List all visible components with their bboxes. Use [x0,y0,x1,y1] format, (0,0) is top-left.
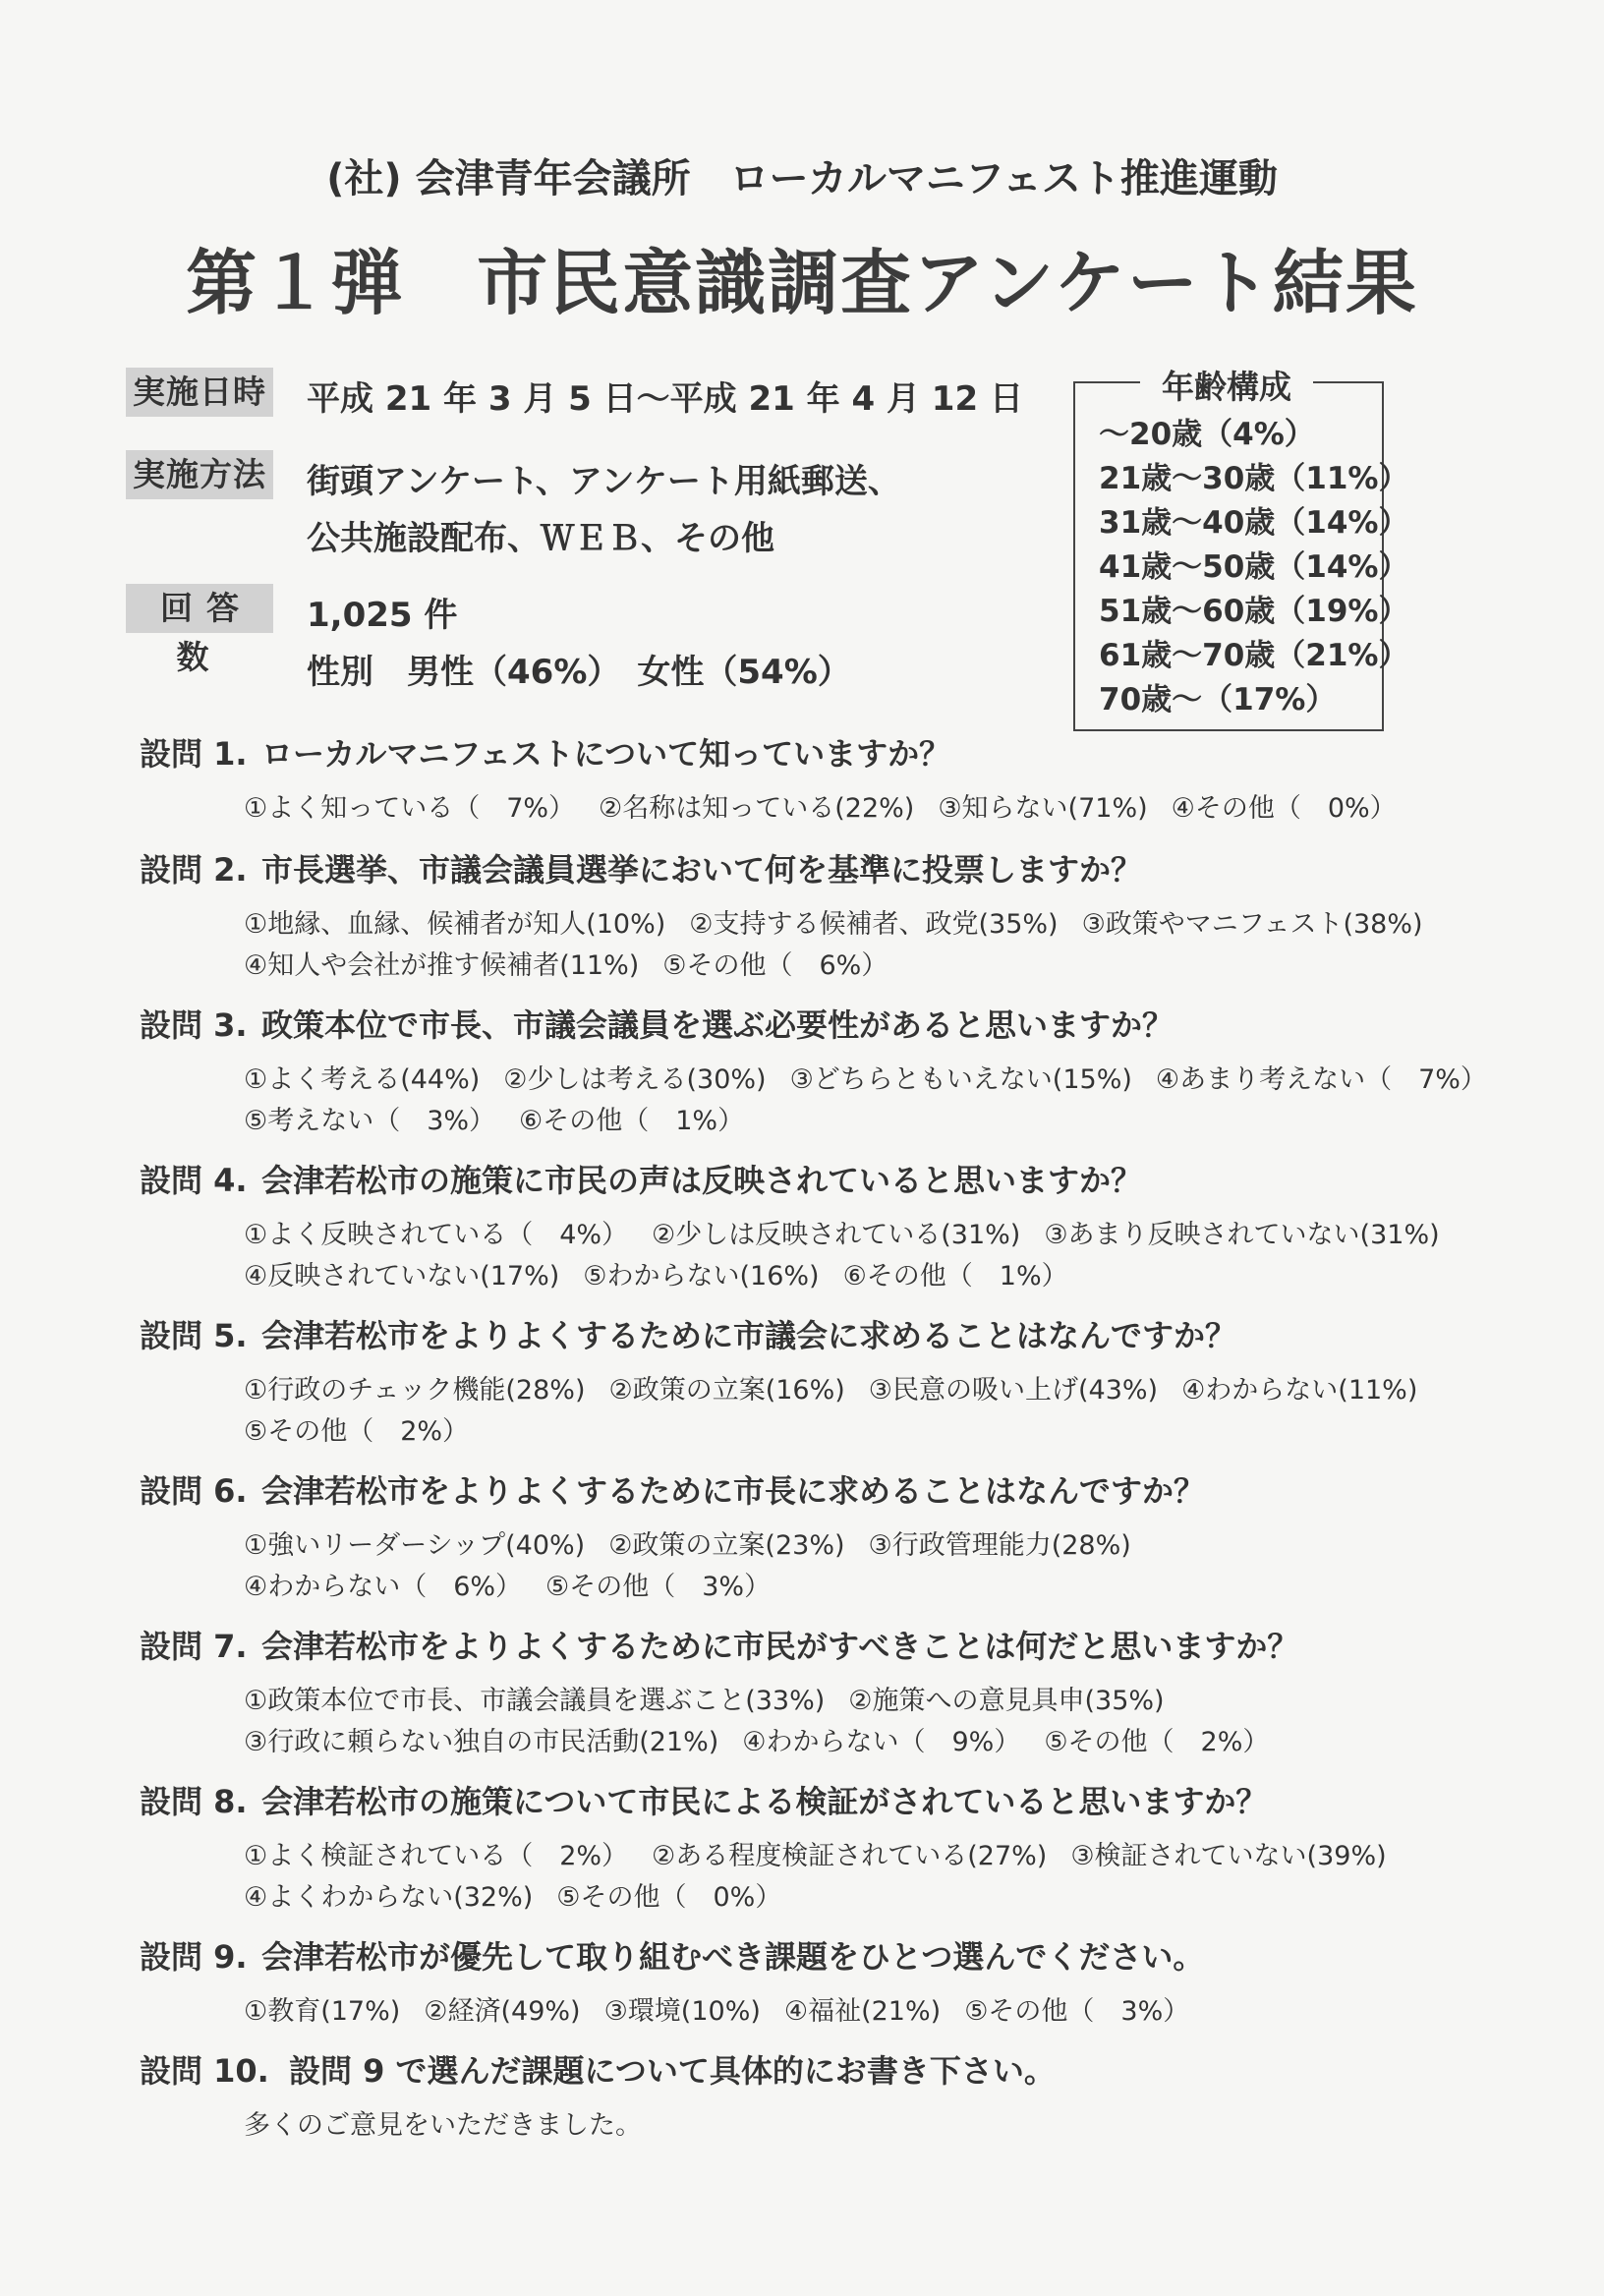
answer-row [244,1254,1092,1292]
answer-option: ③行政に頼らない独自の市民活動(21%) [244,1727,719,1757]
answer-option: ②経済(49%) [424,1996,581,2027]
answer-option: ③行政管理能力(28%) [868,1530,1131,1561]
answer-option: ②名称は知っている(22%) [599,793,915,824]
question-text: 設問 9 で選んだ課題について具体的にお書き下さい。 [289,2052,1056,2090]
answer-option: ③知らない(71%) [938,793,1148,824]
question-number: 設問 4. [140,1162,248,1199]
question-text: 市長選挙、市議会議員選挙において何を基準に投票しますか？ [261,851,1143,889]
age-item: 21歳～30歳（11%） [1099,461,1409,496]
answer-option: ②政策の立案(23%) [608,1530,845,1561]
question-4 [140,1156,1142,1201]
answer-option: ①行政のチェック機能(28%) [244,1375,586,1406]
question-number: 設問 6. [140,1472,248,1510]
date-label: 実施日時 [126,368,273,417]
date-value: 平成 21 年 3 月 5 日～平成 21 年 4 月 12 日 [307,379,1023,419]
answer-row [244,1834,1410,1872]
answer-row [244,786,1420,825]
question-5 [140,1311,1236,1356]
answer-option: ⑤その他（ 6%） [662,950,888,981]
answer-note: 多くのご意見をいただきました。 [244,2110,642,2141]
answer-row [244,1875,805,1914]
question-2 [140,845,1142,890]
answer-row [244,902,1447,941]
age-composition-title: 年齢構成 [1140,362,1313,408]
answer-option: ②少しは考える(30%) [503,1064,767,1095]
page-title: 第１弾 市民意識調査アンケート結果 [186,242,1418,324]
answer-option: ①よく反映されている（ 4%） [244,1220,629,1250]
answer-option: ③あまり反映されていない(31%) [1044,1220,1440,1250]
question-text: 会津若松市の施策に市民の声は反映されていると思いますか？ [261,1162,1143,1199]
answer-row [244,1679,1188,1717]
question-7 [140,1622,1298,1667]
question-number: 設問 3. [140,1006,248,1044]
answer-option: ②ある程度検証されている(27%) [652,1841,1048,1871]
question-8 [140,1777,1267,1822]
age-item: ～20歳（4%） [1099,417,1315,452]
answer-option: ④福祉(21%) [783,1996,942,2027]
answer-row [244,944,911,982]
question-3 [140,1001,1174,1046]
question-number: 設問 1. [140,735,248,773]
answer-option: ⑥その他（ 1%） [842,1261,1068,1292]
count-value: 1,025 件 [307,596,458,635]
gender-breakdown: 性別 男性（46%） 女性（54%） [307,653,851,692]
answer-option: ⑤その他（ 3%） [964,1996,1190,2027]
answer-option: ①地縁、血縁、候補者が知人(10%) [244,909,666,940]
method-line-2: 公共施設配布、ＷＥＢ、その他 [307,519,774,558]
answer-option: ①よく知っている（ 7%） [244,793,576,824]
answer-option: ④あまり考えない（ 7%） [1155,1064,1487,1095]
answer-row [244,1989,1213,2028]
question-text: 会津若松市をよりよくするために市議会に求めることはなんですか？ [261,1317,1237,1354]
answer-option: ③どちらともいえない(15%) [789,1064,1132,1095]
answer-row [244,1213,1463,1251]
answer-option: ⑥その他（ 1%） [519,1106,745,1136]
answer-option: ⑤考えない（ 3%） [244,1106,496,1136]
answer-row [244,1058,1511,1096]
answer-option: ③環境(10%) [603,1996,761,2027]
question-text: 会津若松市をよりよくするために市民がすべきことは何だと思いますか？ [261,1628,1299,1665]
age-item: 51歳～60歳（19%） [1099,594,1409,629]
answer-option: ④知人や会社が推す候補者(11%) [244,950,640,981]
age-item: 61歳～70歳（21%） [1099,638,1409,673]
answer-row [244,1720,1292,1758]
answer-option: ⑤その他（ 2%） [244,1416,470,1447]
question-9 [140,1932,1204,1978]
question-text: 会津若松市の施策について市民による検証がされていると思いますか？ [261,1783,1268,1820]
question-text: ローカルマニフェストについて知っていますか？ [261,735,951,773]
answer-option: ①教育(17%) [244,1996,401,2027]
question-1 [140,729,950,775]
answer-option: ⑤その他（ 3%） [545,1572,772,1602]
question-number: 設問 5. [140,1317,248,1354]
answer-option: ③検証されていない(39%) [1070,1841,1387,1871]
answer-option: ①強いリーダーシップ(40%) [244,1530,586,1561]
question-text: 会津若松市をよりよくするために市長に求めることはなんですか？ [261,1472,1206,1510]
answer-row [244,2103,665,2142]
answer-option: ②少しは反映されている(31%) [652,1220,1021,1250]
question-number: 設問 7. [140,1628,248,1665]
answer-option: ⑤その他（ 2%） [1044,1727,1270,1757]
answer-row [244,1409,492,1448]
question-number: 設問 9. [140,1938,248,1976]
question-6 [140,1466,1205,1512]
count-label: 回答数 [126,584,273,633]
answer-option: ④わからない（ 9%） [742,1727,1021,1757]
age-item: 31歳～40歳（14%） [1099,505,1409,541]
answer-option: ③政策やマニフェスト(38%) [1081,909,1423,940]
age-item: 41歳～50歳（14%） [1099,549,1409,585]
answer-option: ⑤その他（ 0%） [556,1882,782,1913]
answer-option: ②施策への意見具申(35%) [848,1686,1165,1716]
answer-option: ④わからない(11%) [1181,1375,1418,1406]
answer-option: ⑤わからない(16%) [583,1261,820,1292]
organizer-subtitle: (社) 会津青年会議所 ローカルマニフェスト推進運動 [326,156,1278,201]
answer-option: ①よく検証されている（ 2%） [244,1841,629,1871]
answer-option: ④その他（ 0%） [1171,793,1397,824]
question-number: 設問 10. [140,2052,269,2090]
question-number: 設問 2. [140,851,248,889]
age-item: 70歳～（17%） [1099,682,1337,718]
answer-option: ②支持する候補者、政党(35%) [689,909,1059,940]
question-text: 会津若松市が優先して取り組むべき課題をひとつ選んでください。 [261,1938,1205,1976]
age-composition-list [1099,413,1408,722]
answer-option: ④よくわからない(32%) [244,1882,534,1913]
answer-row [244,1523,1155,1562]
answer-row [244,1565,794,1603]
question-10 [140,2046,1056,2092]
answer-row [244,1368,1441,1406]
question-number: 設問 8. [140,1783,248,1820]
method-label: 実施方法 [126,450,273,499]
answer-row [244,1099,768,1137]
answer-option: ③民意の吸い上げ(43%) [868,1375,1159,1406]
answer-option: ①政策本位で市長、市議会議員を選ぶこと(33%) [244,1686,826,1716]
question-text: 政策本位で市長、市議会議員を選ぶ必要性があると思いますか？ [261,1006,1174,1044]
method-line-1: 街頭アンケート、アンケート用紙郵送、 [307,462,901,501]
answer-option: ①よく考える(44%) [244,1064,481,1095]
answer-option: ②政策の立案(16%) [608,1375,845,1406]
answer-option: ④わからない（ 6%） [244,1572,523,1602]
answer-option: ④反映されていない(17%) [244,1261,560,1292]
